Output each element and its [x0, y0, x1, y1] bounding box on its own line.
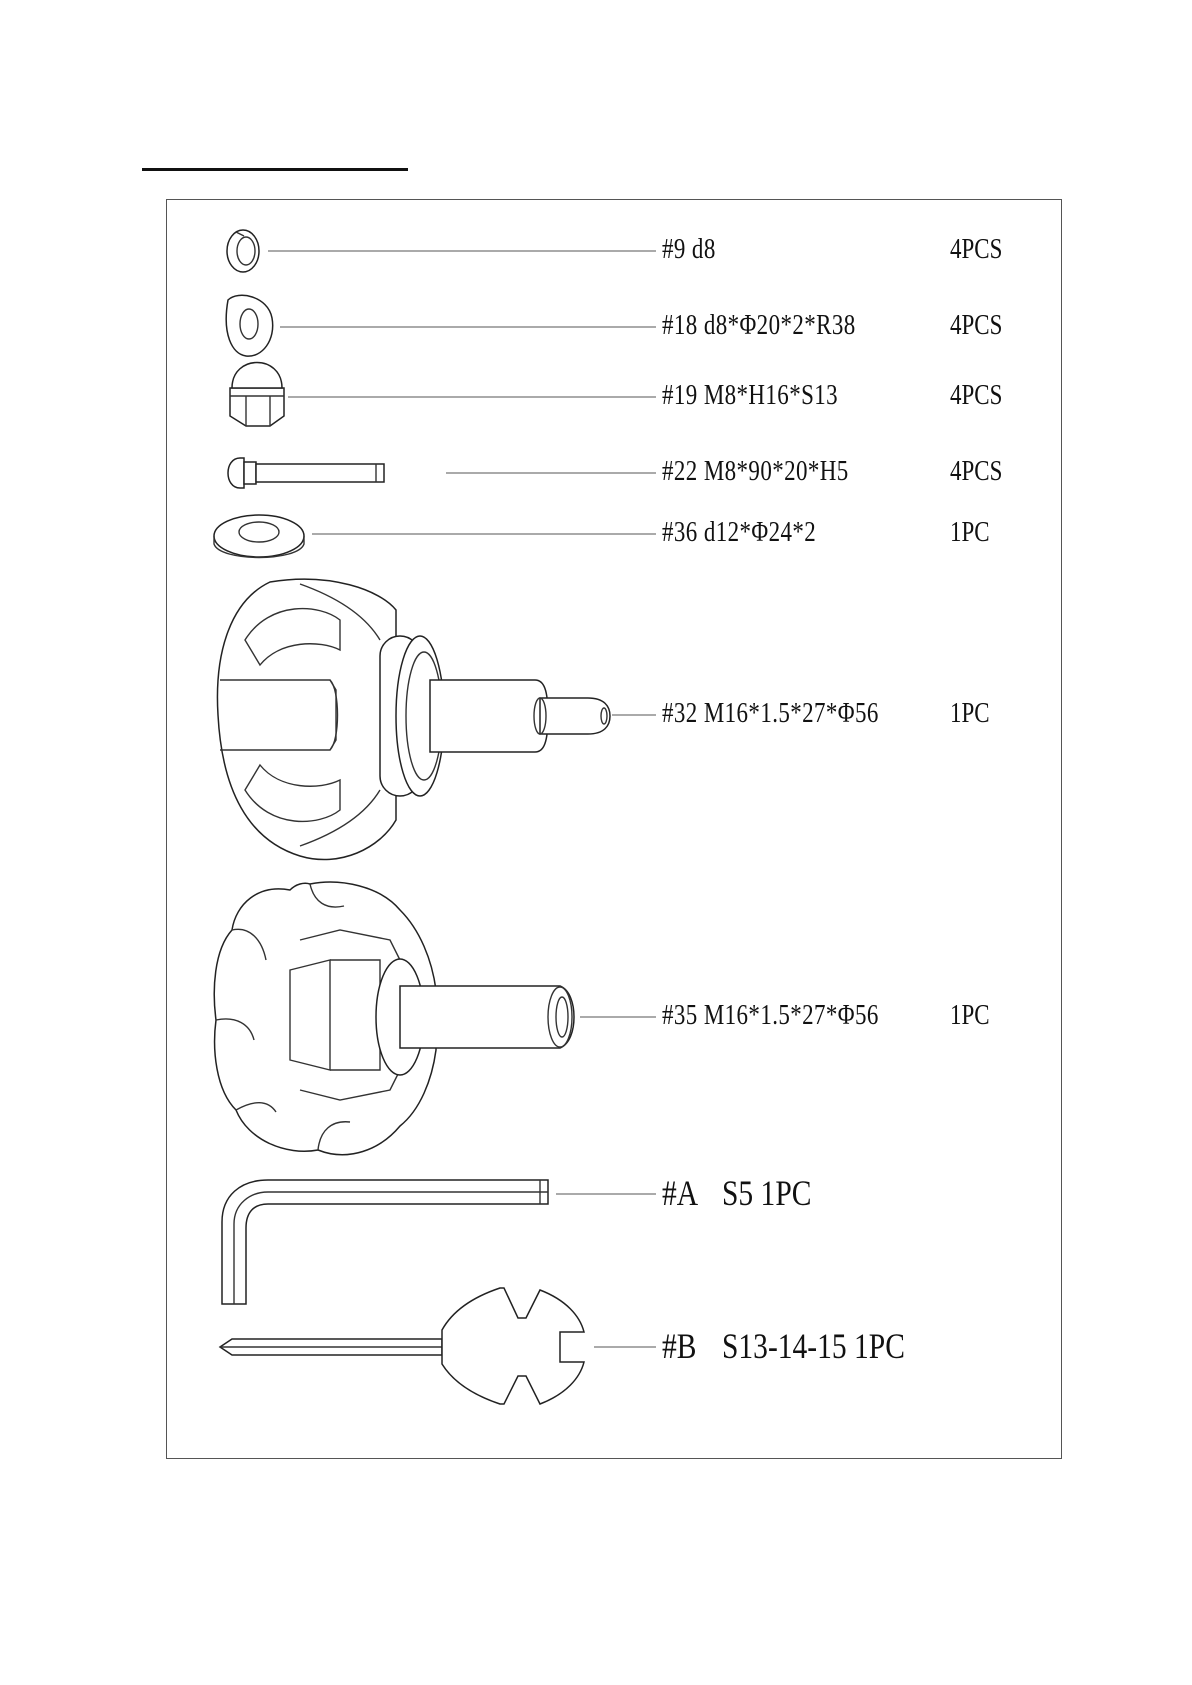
part-qty-22: 4PCS: [950, 456, 1003, 487]
part-qty-9: 4PCS: [950, 234, 1003, 265]
lobed-knob-icon: [214, 882, 574, 1155]
part-qty-19: 4PCS: [950, 380, 1003, 411]
curved-washer-icon: [226, 295, 272, 356]
tool-spec-A: S5 1PC: [722, 1173, 812, 1213]
part-qty-18: 4PCS: [950, 310, 1003, 341]
tool-spec-B: S13-14-15 1PC: [722, 1326, 905, 1366]
part-code-22: #22 M8*90*20*H5: [662, 456, 849, 487]
allen-key-icon: [222, 1180, 548, 1304]
part-code-9: #9 d8: [662, 234, 716, 265]
tool-code-A: #A: [662, 1173, 699, 1213]
part-code-18: #18 d8*Φ20*2*R38: [662, 310, 856, 341]
carriage-bolt-icon: [228, 458, 384, 488]
tool-code-B: #B: [662, 1326, 697, 1366]
flat-washer-icon: [214, 515, 304, 558]
star-knob-icon: [217, 579, 610, 859]
part-code-35: #35 M16*1.5*27*Φ56: [662, 1000, 879, 1031]
part-code-32: #32 M16*1.5*27*Φ56: [662, 698, 879, 729]
cap-nut-icon: [230, 363, 284, 427]
part-code-36: #36 d12*Φ24*2: [662, 517, 817, 548]
part-code-19: #19 M8*H16*S13: [662, 380, 839, 411]
part-qty-32: 1PC: [950, 698, 990, 729]
spring-washer-icon: [227, 230, 259, 272]
part-qty-35: 1PC: [950, 1000, 990, 1031]
part-qty-36: 1PC: [950, 517, 990, 548]
multi-wrench-icon: [220, 1288, 584, 1404]
